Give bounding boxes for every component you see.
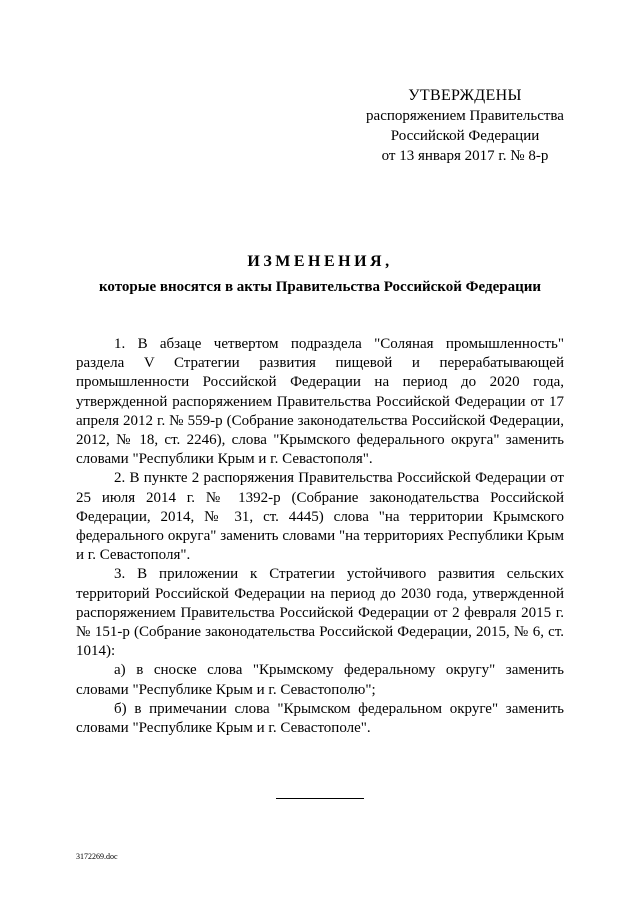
- approval-line-1: распоряжением Правительства: [366, 108, 564, 124]
- approval-line-2: Российской Федерации: [390, 128, 540, 144]
- end-separator-line: [276, 798, 364, 799]
- document-file-id: 3172269.doc: [76, 852, 118, 861]
- document-subtitle: которые вносятся в акты Правительства Российской Федерации: [98, 279, 542, 295]
- document-title: ИЗМЕНЕНИЯ,: [247, 253, 393, 270]
- document-body: [76, 335, 564, 738]
- paragraph-subitem-b: б) в примечании слова "Крымском федеральном округе" заменить словами "Республике Крым и г. Севастополе".: [76, 700, 564, 737]
- paragraph-subitem-a: а) в сноске слова "Крымскому федеральному округу" заменить словами "Республике Крым и г. Севастополю";: [76, 662, 564, 698]
- approval-heading: УТВЕРЖДЕНЫ: [408, 87, 522, 104]
- approval-line-3: от 13 января 2017 г. № 8-р: [381, 148, 549, 164]
- paragraph-item-3: 3. В приложении к Стратегии устойчивого развития сельских территорий Российской Федерации на период до 2030 года, утвержденной распоряжением Правительства Российской Федерации от 2 февраля 2015 г. № 151-р (Собрание законодательства Российской Федерации, 2015, № 6, ст. 1014):: [76, 566, 564, 660]
- approval-block: [340, 86, 590, 166]
- paragraph-item-1: 1. В абзаце четвертом подраздела "Соляная промышленность" раздела V Стратегии развития пищевой и перерабатывающей промышленности Российской Федерации на период до 2020 года, утвержденной распоряжением Правительства Российской Федерации от 17 апреля 2012 г. № 559-р (Собрание законодательства Российской Федерации, 2012, № 18, ст. 2246), слова "Крымского федерального округа" заменить словами "Республики Крым и г. Севастополя".: [76, 336, 564, 468]
- paragraph-item-2: 2. В пункте 2 распоряжения Правительства Российской Федерации от 25 июля 2014 г. № 1392-р (Собрание законодательства Российской Федерации, 2014, № 31, ст. 4445) слова "на территории Крымского федерального округа" заменить словами "на территориях Республики Крым и г. Севастополя".: [76, 470, 564, 564]
